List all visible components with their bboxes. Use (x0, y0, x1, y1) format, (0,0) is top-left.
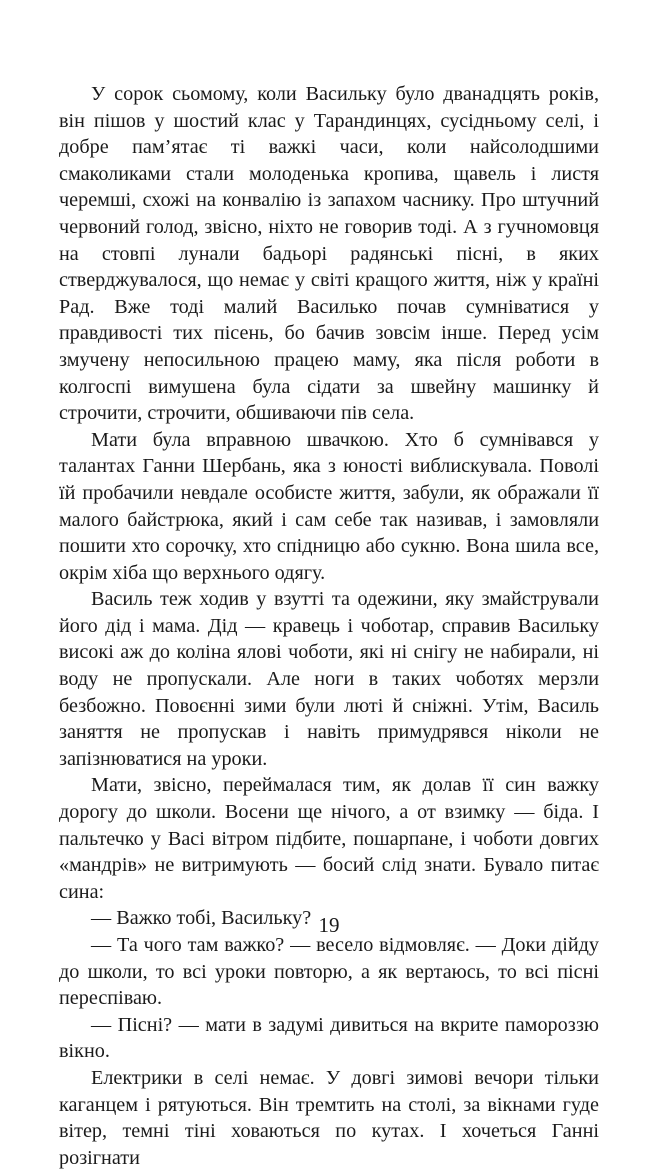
paragraph: Мати, звісно, переймалася тим, як долав її син важку дорогу до школи. Восени ще нічого, а от взимку — біда. І пальтечко у Васі вітром підбите, пошарпане, і чоботи довгих «мандрів» не витримують — босий слід знати. Бувало питає сина: (59, 774, 599, 903)
dialogue-line: — Важко тобі, Васильку? (91, 907, 312, 930)
paragraph: Василь теж ходив у взутті та одежини, яку змайстрували його дід і мама. Дід — кравець і чоботар, справив Васильку високі аж до коліна ялові чоботи, які ні снігу не набирали, ні воду не пропускали. Але ноги в таких чоботях мерзли безбожно. Повоєнні зими були люті й сніжні. Утім, Василь заняття не пропускав і навіть примудрявся ніколи не запізнюватися на уроки. (59, 588, 599, 770)
dialogue-line: — Пісні? — мати в задумі дивиться на вкрите памороззю вікно. (59, 1013, 599, 1063)
paragraph: Електрики в селі немає. У довгі зимові вечори тільки каганцем і рятуються. Він тремтить на столі, за вікнами гуде вітер, темні тіні ховаються по кутах. І хочеться Ганні розігнати (59, 1066, 599, 1169)
paragraph: Мати була вправною швачкою. Хто б сумнівався у талантах Ганни Шербань, яка з юності виблискувала. Поволі їй пробачили невдале особисте життя, забули, як ображали її малого байстрюка, який і сам себе так називав, і замовляли пошити хто сорочку, хто спідницю або сукню. Вона шила все, окрім хіба що верхнього одягу. (59, 428, 599, 584)
page-body-text (59, 81, 599, 1171)
paragraph: У сорок сьомому, коли Васильку було дванадцять років, він пішов у шостий клас у Тарандинцях, сусідньому селі, і добре пам’ятає ті важкі часи, коли найсолодшими смаколиками стали молоденька кропива, щавель і листя черемші, схожі на конвалію із запахом часнику. Про штучний червоний голод, звісно, ніхто не говорив тоді. А з гучномовця на стовпі лунали бадьорі радянські пісні, в яких стверджувалося, що немає у світі кращого життя, ніж у країні Рад. Вже тоді малий Василько почав сумніватися у правдивості тих пісень, бо бачив зовсім інше. Перед усім змучену непосильною працею маму, яка після роботи в колгоспі вимушена була сідати за швейну машинку й строчити, строчити, обшиваючи пів села. (59, 83, 599, 425)
dialogue-line: — Та чого там важко? — весело відмовляє. — Доки дійду до школи, то всі уроки повторю, а як вертаюсь, то всі пісні переспіваю. (59, 934, 599, 1010)
page-number: 19 (318, 913, 340, 937)
